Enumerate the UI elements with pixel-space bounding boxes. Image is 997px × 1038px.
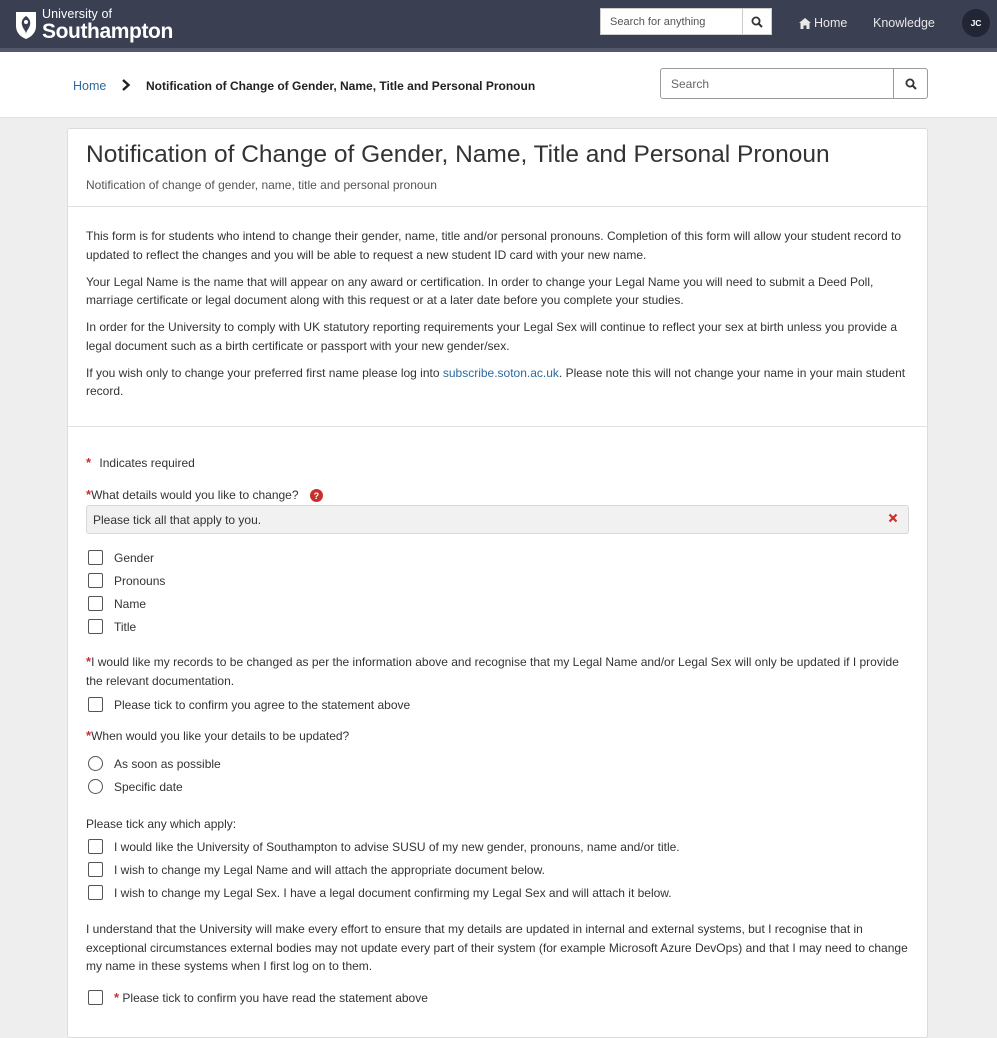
radio-asap-label: As soon as possible bbox=[114, 757, 221, 771]
nav-home-label: Home bbox=[814, 16, 848, 30]
required-legend bbox=[86, 455, 195, 470]
user-avatar[interactable]: JC bbox=[962, 9, 990, 37]
option-pronouns-label: Pronouns bbox=[114, 574, 166, 588]
checkbox-pronouns[interactable] bbox=[88, 573, 103, 588]
breadcrumb-home-link[interactable]: Home bbox=[73, 79, 107, 93]
required-asterisk: * bbox=[86, 654, 92, 669]
radio-specific-date-label: Specific date bbox=[114, 780, 183, 794]
question-when-text: When would you like your details to be updated? bbox=[91, 729, 350, 743]
intro-paragraph-1: This form is for students who intend to change their gender, name, title and/or personal pronouns. Completion of this form will allow your student record to updated to reflect the changes and you will be able to request a new student ID card with your new name. bbox=[86, 229, 902, 262]
hint-text: Please tick all that apply to you. bbox=[93, 513, 262, 527]
knowledge-search-button[interactable] bbox=[893, 69, 927, 98]
global-search-button[interactable] bbox=[742, 9, 771, 34]
breadcrumb-bar bbox=[0, 52, 997, 118]
logo-line1: University of bbox=[42, 7, 113, 21]
legal-sex-label: I wish to change my Legal Sex. I have a legal document confirming my Legal Sex and will attach it below. bbox=[114, 886, 672, 900]
subscribe-link[interactable]: subscribe.soton.ac.uk bbox=[442, 365, 559, 380]
required-asterisk: * bbox=[86, 487, 92, 502]
required-legend-text: Indicates required bbox=[99, 456, 195, 470]
read-statement-text: Please tick to confirm you have read the statement above bbox=[122, 991, 428, 1005]
breadcrumb-current: Notification of Change of Gender, Name, Title and Personal Pronoun bbox=[146, 79, 536, 93]
advise-susu-label: I would like the University of Southampton to advise SUSU of my new gender, pronouns, name and/or title. bbox=[114, 840, 680, 854]
intro-paragraph-2: Your Legal Name is the name that will appear on any award or certification. In order to change your Legal Name you will need to submit a Deed Poll, marriage certificate or legal document along with this request or at a later date before you complete your studies. bbox=[86, 274, 874, 307]
question-details-text: What details would you like to change? bbox=[91, 488, 299, 502]
home-icon bbox=[799, 18, 811, 29]
help-icon[interactable]: ? bbox=[310, 489, 323, 502]
checkbox-legal-name[interactable] bbox=[88, 862, 103, 877]
question-records-label bbox=[86, 653, 916, 690]
radio-specific-date[interactable] bbox=[88, 779, 103, 794]
understanding-statement: I understand that the University will make every effort to ensure that my details are updated in internal and external systems, but I recognise that in exceptional circumstances external bodies may not update every part of their system (for example Microsoft Azure DevOps) and that I may need to change my name in these systems when I first log on to them. bbox=[86, 922, 908, 973]
checkbox-name[interactable] bbox=[88, 596, 103, 611]
question-details-label bbox=[86, 487, 323, 502]
knowledge-search-input[interactable] bbox=[661, 69, 893, 98]
form-card bbox=[67, 128, 928, 1038]
required-asterisk: * bbox=[86, 455, 92, 470]
checkbox-read-statement[interactable] bbox=[88, 990, 103, 1005]
chevron-right-icon bbox=[121, 79, 131, 91]
crest-icon bbox=[14, 10, 38, 40]
agree-statement-label: Please tick to confirm you agree to the statement above bbox=[114, 698, 411, 712]
question-records-text: I would like my records to be changed as per the information above and recognise that my Legal Name and/or Legal Sex will only be updated if I provide the relevant documentation. bbox=[86, 655, 899, 688]
checkbox-title[interactable] bbox=[88, 619, 103, 634]
search-icon bbox=[751, 16, 763, 28]
checkbox-gender[interactable] bbox=[88, 550, 103, 565]
option-title-label: Title bbox=[114, 620, 137, 634]
global-search bbox=[600, 8, 772, 35]
legal-name-label: I wish to change my Legal Name and will attach the appropriate document below. bbox=[114, 863, 545, 877]
close-icon[interactable] bbox=[888, 513, 898, 523]
radio-asap[interactable] bbox=[88, 756, 103, 771]
intro-section bbox=[68, 207, 927, 427]
global-search-input[interactable] bbox=[601, 9, 742, 34]
question-apply-label: Please tick any which apply: bbox=[86, 817, 237, 831]
question-when-label bbox=[86, 728, 349, 743]
logo-line2: Southampton bbox=[42, 19, 173, 43]
nav-knowledge-link[interactable]: Knowledge bbox=[873, 16, 935, 30]
required-asterisk: * bbox=[114, 990, 120, 1005]
search-icon bbox=[905, 78, 917, 90]
intro-paragraph-4: If you wish only to change your preferred first name please log into subscribe.soton.ac.uk. Please note this will not change your name in your main student record. bbox=[86, 365, 906, 398]
checkbox-advise-susu[interactable] bbox=[88, 839, 103, 854]
university-logo[interactable] bbox=[14, 8, 173, 42]
read-statement-label bbox=[114, 990, 428, 1005]
intro-paragraph-3: In order for the University to comply with UK statutory reporting requirements your Legal Sex will continue to reflect your sex at birth unless you provide a legal document such as a birth certificate or passport with your new gender/sex. bbox=[86, 320, 898, 353]
page-title: Notification of Change of Gender, Name, Title and Personal Pronoun bbox=[86, 141, 830, 168]
top-navbar bbox=[0, 0, 997, 52]
page-subtitle: Notification of change of gender, name, title and personal pronoun bbox=[86, 178, 437, 192]
question-details-hint bbox=[86, 505, 909, 534]
nav-home-link[interactable] bbox=[799, 16, 847, 30]
knowledge-search bbox=[660, 68, 928, 99]
checkbox-agree-statement[interactable] bbox=[88, 697, 103, 712]
checkbox-legal-sex[interactable] bbox=[88, 885, 103, 900]
option-gender-label: Gender bbox=[114, 551, 155, 565]
required-asterisk: * bbox=[86, 728, 92, 743]
option-name-label: Name bbox=[114, 597, 147, 611]
card-header bbox=[68, 129, 927, 207]
